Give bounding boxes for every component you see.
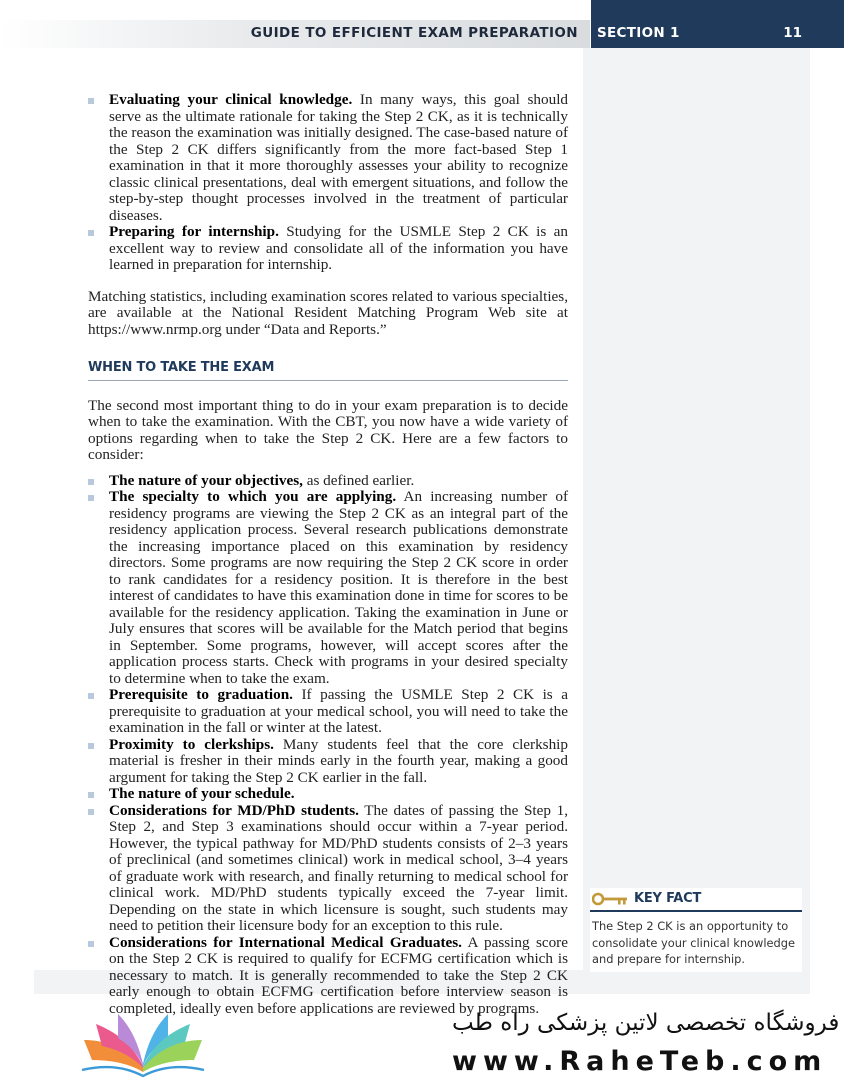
list-item [88,803,568,935]
running-header-title: GUIDE TO EFFICIENT EXAM PREPARATION [250,25,578,41]
list-item [88,737,568,787]
bullet-lead: Prerequisite to graduation. [109,686,293,703]
goals-list [88,92,568,274]
key-icon [592,892,628,906]
key-fact-title: KEY FACT [634,891,702,906]
bullet-lead: Preparing for internship. [109,223,279,240]
bullet-text: Many students feel that the core clerkship material is fresher in their minds early in the fourth year, making a good argument for taking the Step 2 CK earlier in the fall. [109,735,568,786]
list-item [88,473,568,490]
bullet-text: If passing the USMLE Step 2 CK is a prerequisite to graduation at your medical school, you will need to take the examination in the fall or winter at the latest. [109,686,568,736]
bullet-lead: Considerations for International Medical Graduates. [109,933,462,951]
bullet-text: A passing score on the Step 2 CK is required to qualify for ECFMG certification which is necessary to match. It is generally recommended to take the Step 2 CK early enough to obtain ECFMG certification before interview season is completed, ideally even before applications are reviewed by programs. [109,933,568,1017]
key-fact-header [590,888,802,912]
watermark-persian-text: فروشگاه تخصصی لاتین پزشکی راه طب [452,1010,840,1036]
margin-sidebar [583,48,810,992]
list-item [88,489,568,687]
factors-list [88,473,568,1018]
list-item [88,687,568,737]
bullet-lead: The nature of your schedule. [109,785,295,802]
section-tab [591,0,844,48]
open-book-logo [78,1010,208,1078]
bullet-lead: The nature of your objectives, [109,471,303,489]
section-heading: WHEN TO TAKE THE EXAM [88,360,568,381]
page-number: 11 [783,25,802,41]
bullet-text: The dates of passing the Step 1, Step 2, and Step 3 examinations should occur within a 7-year period. However, the typical pathway for MD/PhD students consists of 2–3 years of preclinical (and sometimes clinical) work in medical school, 3–4 years of graduate work with research, and finally returning to medical school for clinical work. MD/PhD students typically exceed the 7-year limit. Depending on the state in which licensure is sought, such students may need to petition their licensure body for an exception to this rule. [109,801,568,934]
bullet-text: Studying for the USMLE Step 2 CK is an excellent way to review and consolidate all of the information you have learned in preparation for internship. [109,223,568,273]
list-item [88,786,568,803]
matching-paragraph: Matching statistics, including examination scores related to various specialties, are available at the National Resident Matching Program Web site at https://www.nrmp.org under “Data and Reports.” [88,287,568,338]
bullet-text: An increasing number of residency programs are viewing the Step 2 CK as an integral part of the residency application process. Several research publications demonstrate the increasing importance placed on this examination by residency directors. Some programs are now requiring the Step 2 CK score in order to rank candidates for a residency position. It is therefore in the best interest of candidates to have this examination done in time for scores to be available for the residency application. Taking the examination in June or July ensures that scores will be available for the Match period that begins in September. Some programs, however, will accept scores after the application process starts. Check with programs in your desired specialty to determine when to take the exam. [109,488,569,687]
bullet-text: In many ways, this goal should serve as the ultimate rationale for taking the Step 2 CK, as it is technically the reason the examination was initially designed. The case-based nature of the Step 2 CK differs significantly from the more fact-based Step 1 examination in that it more thoroughly assesses your ability to recognize classic clinical presentations, deal with emergent situations, and follow the step-by-step thought processes involved in the treatment of particular diseases. [109,91,569,224]
bullet-lead: Proximity to clerkships. [109,735,274,753]
key-fact-box [590,888,802,972]
list-item [88,935,568,1018]
running-header-bar [0,20,590,48]
bullet-lead: Considerations for MD/PhD students. [109,801,359,819]
bullet-lead: The specialty to which you are applying. [109,488,397,505]
watermark-url: www.RaheTeb.com [452,1046,828,1077]
bullet-text: as defined earlier. [302,471,415,489]
bullet-lead: Evaluating your clinical knowledge. [109,91,353,108]
section-label: SECTION 1 [597,25,680,41]
list-item [88,224,568,274]
section-intro: The second most important thing to do in your exam preparation is to decide when to take the examination. With the CBT, you now have a wide variety of options regarding when to take the Step 2 CK. Here are a few factors to consider: [88,396,568,463]
list-item [88,92,568,224]
main-text-column [88,92,568,1017]
key-fact-text: The Step 2 CK is an opportunity to consolidate your clinical knowledge and prepare for internship. [592,919,795,966]
